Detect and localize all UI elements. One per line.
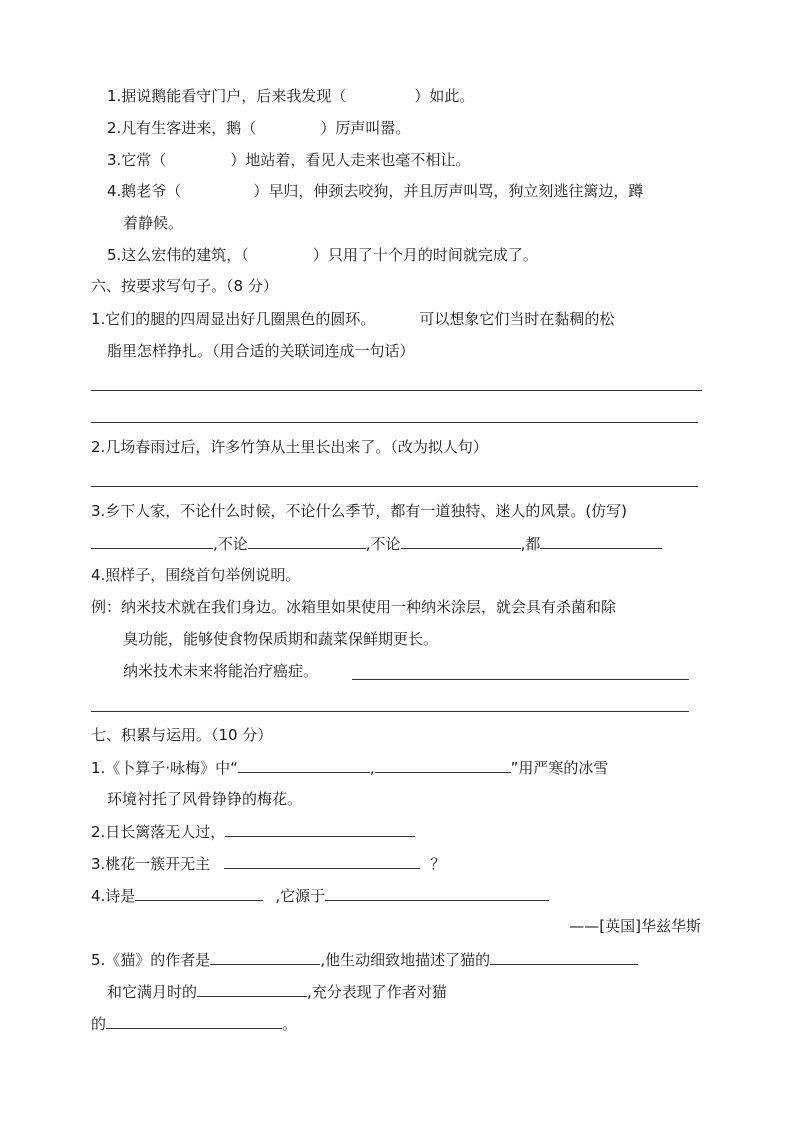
blank[interactable] xyxy=(91,533,213,549)
blank[interactable] xyxy=(248,533,366,549)
p7-q1-cont: 环境衬托了风骨铮铮的梅花。 xyxy=(107,790,303,808)
blank[interactable] xyxy=(490,949,638,965)
p7-q5-line3: 的 。 xyxy=(91,1015,298,1033)
blank[interactable] xyxy=(197,981,307,997)
p5-item-1: 1.据说鹅能看守门户，后来我发现（ ）如此。 xyxy=(107,87,475,105)
quote-attribution: ——[英国]华兹华斯 xyxy=(569,917,701,935)
blank[interactable] xyxy=(210,949,320,965)
p5-item-3: 3.它常（ ）地站着，看见人走来也毫不相让。 xyxy=(107,151,471,169)
p6-q4-example: 例：纳米技术就在我们身边。冰箱里如果使用一种纳米涂层，就会具有杀菌和除 xyxy=(91,598,617,616)
p7-q3: 3.桃花一簇开无主 ？ xyxy=(91,855,446,873)
p6-q4: 4.照样子，围绕首句举例说明。 xyxy=(91,566,301,584)
p6-q3: 3.乡下人家，不论什么时候，不论什么季节，都有一道独特、迷人的风景。(仿写) xyxy=(91,502,628,520)
p7-q5-line2: 和它满月时的 ,充分表现了作者对猫 xyxy=(107,983,447,1001)
answer-line[interactable] xyxy=(91,711,689,712)
p5-item-4-cont: 着静候。 xyxy=(123,214,184,232)
blank[interactable] xyxy=(135,885,263,901)
answer-line[interactable] xyxy=(352,679,689,680)
p6-q1-cont: 脂里怎样挣扎。（用合适的关联词连成一句话） xyxy=(107,342,415,360)
blank[interactable] xyxy=(106,1013,282,1029)
blank[interactable] xyxy=(225,821,415,837)
blank[interactable] xyxy=(224,853,420,869)
p7-q2: 2.日长篱落无人过， xyxy=(91,821,415,842)
blank[interactable] xyxy=(375,757,511,773)
p6-q4-prompt: 纳米技术未来将能治疗癌症。 xyxy=(123,662,319,680)
answer-line[interactable] xyxy=(91,422,698,423)
p5-item-4: 4.鹅老爷（ ）早归，伸颈去咬狗，并且厉声叫骂，狗立刻逃往篱边，蹲 xyxy=(107,182,644,200)
blank[interactable] xyxy=(325,885,549,901)
part6-heading: 六、按要求写句子。（8 分） xyxy=(91,277,278,295)
answer-line[interactable] xyxy=(91,390,702,391)
p7-q4: 4.诗是 ,它源于 xyxy=(91,885,549,906)
blank[interactable] xyxy=(401,533,521,549)
p5-item-2: 2.凡有生客进来，鹅（ ）厉声叫嚣。 xyxy=(107,119,411,137)
p7-q5: 5.《猫》的作者是 ,他生动细致地描述了猫的 xyxy=(91,949,638,970)
part7-heading: 七、积累与运用。（10 分） xyxy=(91,726,273,744)
p6-q4-example-cont: 臭功能，能够使食物保质期和蔬菜保鲜期更长。 xyxy=(123,630,439,648)
p6-q2: 2.几场春雨过后，许多竹笋从土里长出来了。（改为拟人句） xyxy=(91,438,488,456)
answer-line[interactable] xyxy=(91,486,698,487)
p5-item-5: 5.这么宏伟的建筑，（ ）只用了十个月的时间就完成了。 xyxy=(107,246,538,264)
p6-q3-fill: ,不论 ,不论 ,都 xyxy=(91,533,662,554)
blank[interactable] xyxy=(238,757,370,773)
blank[interactable] xyxy=(540,533,662,549)
p7-q1: 1.《卜算子·咏梅》中“ , ”用严寒的冰雪 xyxy=(91,759,609,777)
p6-q1: 1.它们的腿的四周显出好几圈黑色的圆环。 可以想象它们当时在黏稠的松 xyxy=(91,310,615,328)
